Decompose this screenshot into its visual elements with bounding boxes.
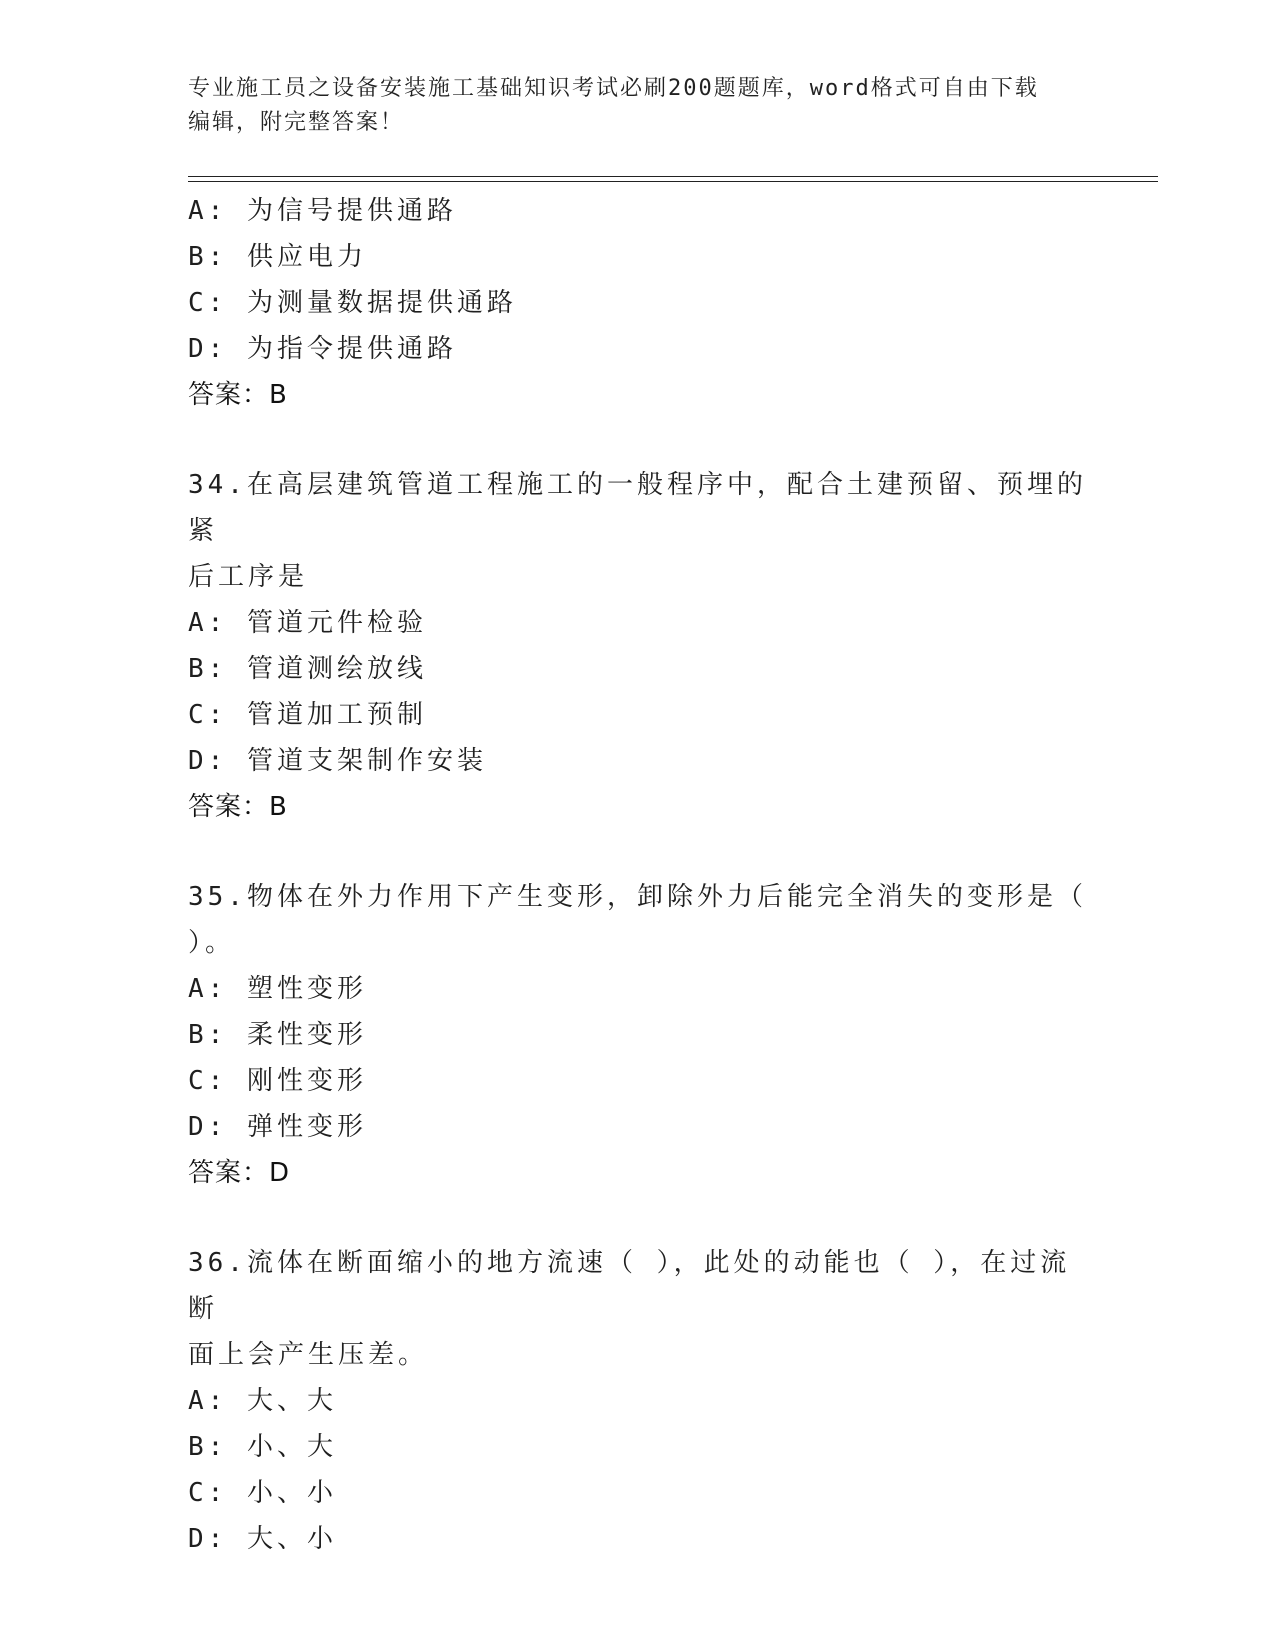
- header-line-1: 专业施工员之设备安装施工基础知识考试必刷200题题库，word格式可自由下载: [188, 76, 1039, 101]
- question-list: [188, 188, 1088, 1562]
- question-stem-line-1: 36.流体在断面缩小的地方流速（ ），此处的动能也（ ），在过流断: [188, 1248, 1071, 1324]
- header-line-2: 编辑，附完整答案！: [188, 110, 405, 135]
- option-a: A: 为信号提供通路: [188, 196, 457, 226]
- option-c: C: 小、小: [188, 1478, 337, 1508]
- header-divider-bottom: [188, 181, 1158, 182]
- question-33: [188, 188, 1088, 418]
- option-d: D: 管道支架制作安装: [188, 746, 487, 776]
- header-divider-top: [188, 176, 1158, 177]
- option-b: B: 小、大: [188, 1432, 337, 1462]
- question-stem-line-2: 后工序是: [188, 562, 309, 592]
- question-stem-line-2: ）。: [188, 928, 236, 958]
- question-34: [188, 462, 1088, 830]
- document-header: [188, 72, 1088, 140]
- option-c: C: 为测量数据提供通路: [188, 288, 517, 318]
- answer: 答案：B: [188, 792, 288, 822]
- option-a: A: 塑性变形: [188, 974, 367, 1004]
- answer: 答案：D: [188, 1158, 291, 1188]
- option-d: D: 大、小: [188, 1524, 337, 1554]
- option-d: D: 为指令提供通路: [188, 334, 457, 364]
- option-d: D: 弹性变形: [188, 1112, 367, 1142]
- option-a: A: 大、大: [188, 1386, 337, 1416]
- question-stem-line-1: 34.在高层建筑管道工程施工的一般程序中，配合土建预留、预埋的紧: [188, 470, 1087, 546]
- option-b: B: 柔性变形: [188, 1020, 367, 1050]
- option-b: B: 供应电力: [188, 242, 367, 272]
- question-36: [188, 1240, 1088, 1562]
- answer: 答案：B: [188, 380, 288, 410]
- question-stem-line-1: 35.物体在外力作用下产生变形，卸除外力后能完全消失的变形是（: [188, 882, 1087, 912]
- question-stem-line-2: 面上会产生压差。: [188, 1340, 429, 1370]
- option-a: A: 管道元件检验: [188, 608, 427, 638]
- option-c: C: 刚性变形: [188, 1066, 367, 1096]
- option-b: B: 管道测绘放线: [188, 654, 427, 684]
- question-35: [188, 874, 1088, 1196]
- option-c: C: 管道加工预制: [188, 700, 427, 730]
